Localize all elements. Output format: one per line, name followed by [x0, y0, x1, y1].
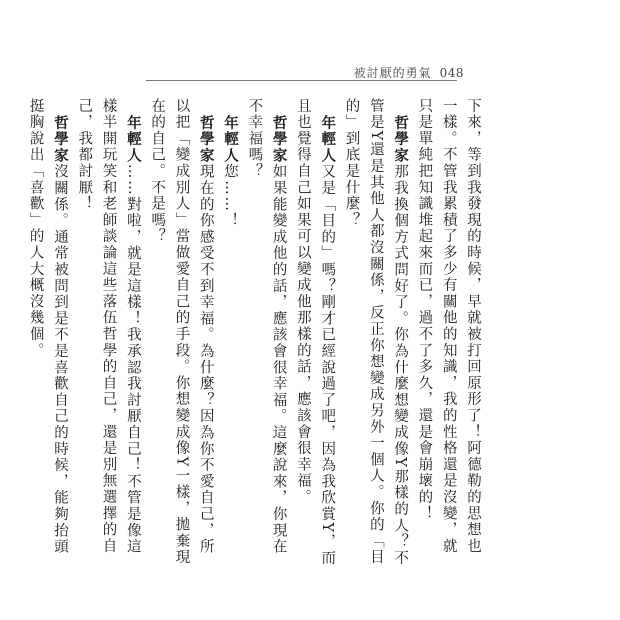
- speaker-label: 年輕人: [222, 115, 240, 165]
- paragraph-text: 那我換個方式問好了。你為什麼想變成像Y那樣的人？不管是Y還是其他人都沒關係，反正你想變成另外一個人。你的「目的」到底是什麼？: [343, 98, 409, 567]
- paragraph-text: 現在的你感受不到幸福。為什麼？因為你不愛自己，所以把「變成別人」當做愛自己的手段。你想變成像Y一樣，拋棄現在的自己。不是嗎？: [149, 98, 214, 566]
- paragraph: [291, 98, 340, 568]
- body-text: [23, 98, 485, 568]
- paragraph-text: 下來，等到我發現的時候，早就被打回原形了！阿德勒的思想也一樣。不管我累積了多少有關他的知識，我的性格還是沒變，就只是單純把知識堆起來而已，過不了多久，還是會崩壞的！: [416, 98, 481, 555]
- speaker-label: 年輕人: [319, 115, 337, 165]
- paragraph-text: ……對啦，就是這樣！我承認我討厭自己！不管是像這樣半開玩笑和老師談論這些落伍哲學的自己，還是別無選擇的自己，我都討厭！: [76, 98, 141, 556]
- speaker-label: 哲學家: [197, 115, 215, 165]
- speaker-label: 年輕人: [124, 115, 142, 165]
- paragraph: [242, 98, 291, 568]
- paragraph-text: 又是「目的」嗎？剛才已經說過了吧，因為我欣賞Y，而且也覺得自己如果可以變成他那樣的話，應該會很幸福。: [294, 98, 336, 567]
- page-number: 048: [439, 66, 464, 80]
- paragraph-text: 如果能變成他的話，應該會很幸福。這麼說來，你現在不幸福嗎？: [246, 98, 287, 556]
- paragraph: [412, 98, 485, 568]
- book-title: 被討厭的勇氣: [353, 66, 432, 80]
- speaker-label: 哲學家: [270, 115, 288, 165]
- paragraph: [23, 98, 72, 568]
- paragraph-text: 沒關係。通常被問到是不是喜歡自己的時候，能夠抬頭挺胸說出「喜歡」的人大概沒幾個。: [27, 98, 68, 556]
- paragraph: [72, 98, 145, 568]
- paragraph: [145, 98, 218, 568]
- speaker-label: 哲學家: [51, 115, 69, 165]
- speaker-label: 哲學家: [392, 115, 410, 165]
- paragraph: [218, 98, 242, 568]
- header-rule: [146, 80, 457, 81]
- running-header: [354, 64, 464, 81]
- paragraph: [339, 98, 412, 568]
- paragraph-text: 您……！: [222, 164, 239, 230]
